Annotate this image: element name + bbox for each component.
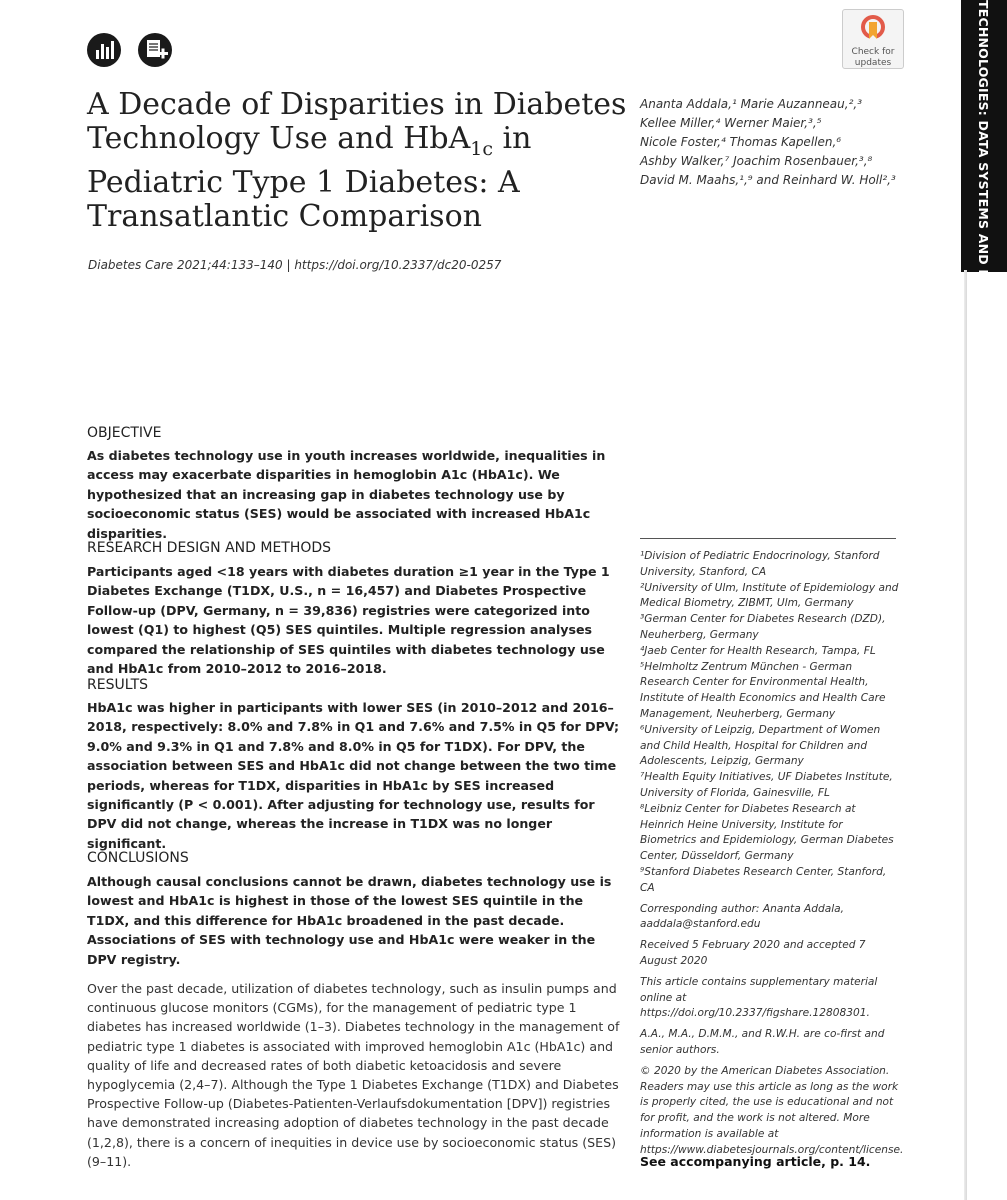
title-line-1: A Decade of Disparities in Diabetes (87, 87, 627, 122)
section-strip-label: TECHNOLOGIES: DATA SYSTEMS AND DEVICES (976, 0, 991, 331)
affiliation: ¹Division of Pediatric Endocrinology, Stanford University, Stanford, CA (640, 550, 880, 578)
affiliation: ⁶University of Leipzig, Department of Women and Child Health, Hospital for Children and Adolescents, Leipzig, Germany (640, 723, 881, 768)
results-text: HbA1c was higher in participants with lower SES (in 2010–2012 and 2016–2018, respectively: 8.0% and 7.8% in Q1 and 7.6% and 7.5% in Q5 for DPV; 9.0% and 9.3% in Q1 and 7.8% and 8.0% in Q5 for T1DX). For DPV, the association between SES and HbA1c did not change between the two time periods, whereas for T1DX, disparities in HbA1c by SES increased significantly (P < 0.001). After adjusting for technology use, results for DPV did not change, whereas the increase in T1DX was no longer significant. (87, 700, 620, 851)
author-line: Ananta Addala,¹ Marie Auzanneau,²,³ (640, 97, 863, 111)
author-list (640, 95, 950, 190)
bookmark-icon (860, 15, 886, 43)
affiliation: ⁷Health Equity Initiatives, UF Diabetes Institute, University of Florida, Gainesville, FL (640, 771, 893, 799)
authorship-note: A.A., M.A., D.M.M., and R.W.H. are co-first and senior authors. (640, 1028, 885, 1056)
corresponding-author: Corresponding author: Ananta Addala, aaddala@stanford.edu (640, 902, 845, 931)
affiliation: ⁹Stanford Diabetes Research Center, Stanford, CA (640, 865, 887, 894)
title-line-3: Pediatric Type 1 Diabetes: A (87, 165, 520, 200)
affiliation: ²University of Ulm, Institute of Epidemiology and Medical Biometry, ZIBMT, Ulm, Germany (640, 581, 899, 610)
methods-text: Participants aged <18 years with diabetes duration ≥1 year in the Type 1 Diabetes Exchange (T1DX, U.S., n = 16,457) and Diabetes Prospective Follow-up (DPV, Germany, n = 39,836) registries were categorized into lowest (Q1) to highest (Q5) SES quintiles. Multiple regression analyses compared the relationship of SES quintiles with diabetes technology use and HbA1c from 2010–2012 to 2016–2018. (87, 564, 610, 677)
author-line: Kellee Miller,⁴ Werner Maier,³,⁵ (640, 116, 822, 130)
affiliation: ⁴Jaeb Center for Health Research, Tampa, FL (640, 644, 876, 657)
author-line: Ashby Walker,⁷ Joachim Rosenbauer,³,⁸ (640, 154, 873, 168)
conclusions-text: Although causal conclusions cannot be drawn, diabetes technology use is lowest and HbA1c is highest in those of the lowest SES quintile in the T1DX, and this difference for HbA1c broadened in the past decade. Associations of SES with technology use and HbA1c were weaker in the DPV registry. (87, 874, 612, 967)
copyright-note: © 2020 by the American Diabetes Association. Readers may use this article as long as the work is properly cited, the use is educational and not for profit, and the work is not altered. More information is available at https://www.diabetesjournals.org/content/license. (640, 1064, 904, 1156)
methods-heading: RESEARCH DESIGN AND METHODS (87, 540, 332, 556)
check-badge-line2: updates (854, 58, 892, 68)
divider (640, 538, 896, 539)
article-title (87, 88, 627, 234)
affiliations (640, 549, 902, 1158)
conclusions-heading: CONCLUSIONS (87, 850, 189, 866)
results-heading: RESULTS (87, 677, 149, 693)
title-line-2: Technology Use and HbA$_{1c}$ in (87, 121, 532, 160)
supplementary-note: This article contains supplementary material online at https://doi.org/10.2337/figshare.12808301. (640, 975, 878, 1020)
check-badge-line1: Check for (851, 47, 895, 57)
check-for-updates-badge[interactable] (842, 9, 904, 69)
author-line: Nicole Foster,⁴ Thomas Kapellen,⁶ (640, 135, 842, 149)
author-line: David M. Maahs,¹,⁹ and Reinhard W. Holl²,³ (640, 173, 896, 187)
objective-text: As diabetes technology use in youth increases worldwide, inequalities in access may exacerbate disparities in hemoglobin A1c (HbA1c). We hypothesized that an increasing gap in diabetes technology use by socioeconomic status (SES) would be associated with increased HbA1c disparities. (87, 448, 606, 541)
citation: Diabetes Care 2021;44:133–140 | https://doi.org/10.2337/dc20-0257 (88, 258, 502, 272)
affiliation: ³German Center for Diabetes Research (DZD), Neuherberg, Germany (640, 613, 886, 641)
title-line-4: Transatlantic Comparison (87, 199, 482, 234)
page-edge (964, 270, 967, 1200)
chart-icon (87, 33, 121, 67)
affiliation: ⁵Helmholtz Zentrum München - German Research Center for Environmental Health, Institute of Health Economics and Health Care Management, Neuherberg, Germany (640, 660, 886, 720)
affiliation: ⁸Leibniz Center for Diabetes Research at Heinrich Heine University, Institute for Biometrics and Epidemiology, German Diabetes Center, Düsseldorf, Germany (640, 802, 894, 863)
objective-heading: OBJECTIVE (87, 425, 162, 441)
received-date: Received 5 February 2020 and accepted 7 August 2020 (640, 939, 866, 967)
see-accompanying-link[interactable]: See accompanying article, p. 14. (640, 1154, 871, 1169)
document-plus-icon (138, 33, 172, 67)
section-strip (961, 0, 1007, 331)
intro-paragraph: Over the past decade, utilization of diabetes technology, such as insulin pumps and continuous glucose monitors (CGMs), for the management of pediatric type 1 diabetes has increased worldwide (1–3). Diabetes technology in the management of pediatric type 1 diabetes is associated with improved hemoglobin A1c (HbA1c) and quality of life and decreased rates of both diabetic ketoacidosis and severe hypoglycemia (2,4–7). Although the Type 1 Diabetes Exchange (T1DX) and Diabetes Prospective Follow-up (Diabetes-Patienten-Verlaufsdokumentation [DPV]) registries have demonstrated increasing adoption of diabetes technology in the past decade (1,2,8), there is a concern of inequities in device use by socioeconomic status (SES) (9–11). (87, 981, 620, 1169)
